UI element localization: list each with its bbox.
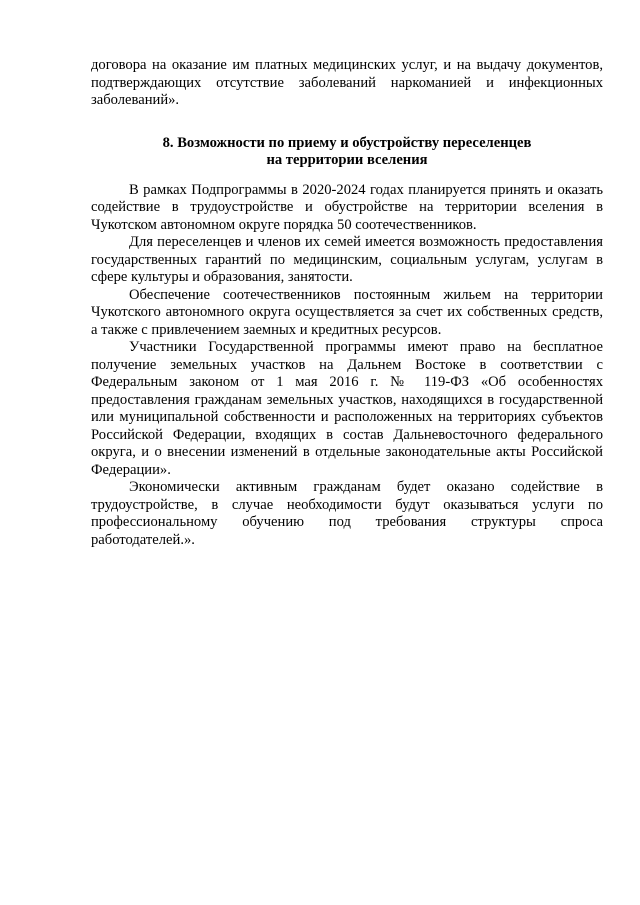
- section-heading-line-1: 8. Возможности по приему и обустройству переселенцев: [162, 134, 532, 151]
- section-heading-line-2: на территории вселения: [266, 152, 428, 168]
- document-body: [91, 57, 603, 549]
- section-heading: [91, 135, 603, 170]
- paragraph-state-guarantees: Для переселенцев и членов их семей имеется возможность предоставления государственных гарантий по медицинским, социальным услугам, услугам в сфере культуры и образования, занятости.: [91, 234, 603, 285]
- paragraph-employment: Экономически активным гражданам будет оказано содействие в трудоустройстве, в случае необходимости будут оказываться услуги по профессиональному обучению под требования структуры спроса работодателей.».: [91, 479, 603, 548]
- continuation-paragraph: договора на оказание им платных медицинских услуг, и на выдачу документов, подтверждающих отсутствие заболеваний наркоманией и инфекционных заболеваний».: [91, 57, 603, 108]
- paragraph-land-plots: Участники Государственной программы имеют право на бесплатное получение земельных участков на Дальнем Востоке в соответствии с Федеральным законом от 1 мая 2016 г. № 119-ФЗ «Об особенностях предоставления гражданам земельных участков, находящихся в государственной или муниципальной собственности и расположенных на территориях субъектов Российской Федерации, входящих в состав Дальневосточного федерального округа, и о внесении изменений в отдельные законодательные акты Российской Федерации».: [91, 339, 603, 478]
- paragraph-housing: Обеспечение соотечественников постоянным жильем на территории Чукотского автономного округа осуществляется за счет их собственных средств, а также с привлечением заемных и кредитных ресурсов.: [91, 286, 603, 338]
- paragraph-resettlement-plan: В рамках Подпрограммы в 2020-2024 годах планируется принять и оказать содействие в трудоустройстве и обустройстве на территории вселения в Чукотском автономном округе порядка 50 соотечественников.: [91, 181, 603, 233]
